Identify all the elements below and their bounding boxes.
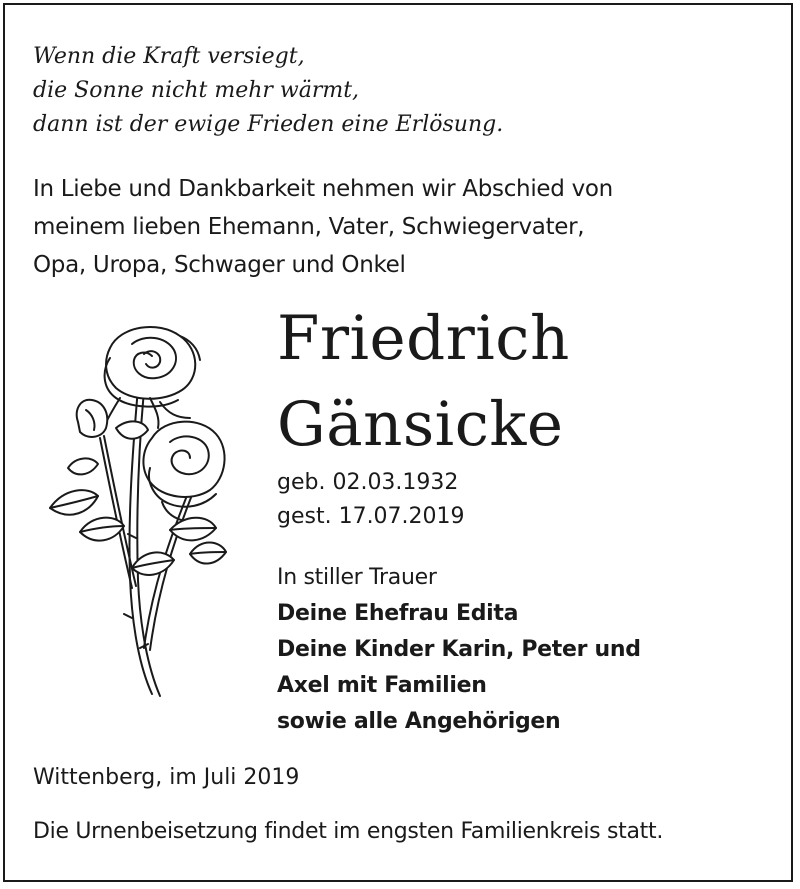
poem-line: dann ist der ewige Frieden eine Erlösung. bbox=[33, 112, 504, 137]
mourning-lead: In stiller Trauer bbox=[277, 565, 437, 590]
mourners-block bbox=[277, 560, 641, 740]
intro-line: meinem lieben Ehemann, Vater, Schwiegervater, bbox=[33, 214, 585, 240]
deceased-name bbox=[277, 296, 570, 468]
poem-line: die Sonne nicht mehr wärmt, bbox=[33, 78, 360, 103]
first-name: Friedrich bbox=[277, 303, 570, 374]
life-dates bbox=[277, 466, 465, 534]
poem bbox=[33, 40, 503, 142]
last-name: Gänsicke bbox=[277, 389, 564, 460]
intro-line: In Liebe und Dankbarkeit nehmen wir Abschied von bbox=[33, 176, 613, 202]
mourner-line: Deine Kinder Karin, Peter und bbox=[277, 637, 641, 662]
place-date: Wittenberg, im Juli 2019 bbox=[33, 765, 300, 790]
mourner-line: sowie alle Angehörigen bbox=[277, 709, 561, 734]
birth-date: geb. 02.03.1932 bbox=[277, 470, 459, 495]
mourner-line: Axel mit Familien bbox=[277, 673, 487, 698]
intro-text bbox=[33, 170, 613, 284]
poem-line: Wenn die Kraft versiegt, bbox=[33, 44, 305, 69]
funeral-note: Die Urnenbeisetzung findet im engsten Familienkreis statt. bbox=[33, 819, 664, 844]
mourner-line: Deine Ehefrau Edita bbox=[277, 601, 519, 626]
roses-illustration bbox=[40, 318, 230, 708]
death-date: gest. 17.07.2019 bbox=[277, 504, 465, 529]
intro-line: Opa, Uropa, Schwager und Onkel bbox=[33, 252, 406, 278]
